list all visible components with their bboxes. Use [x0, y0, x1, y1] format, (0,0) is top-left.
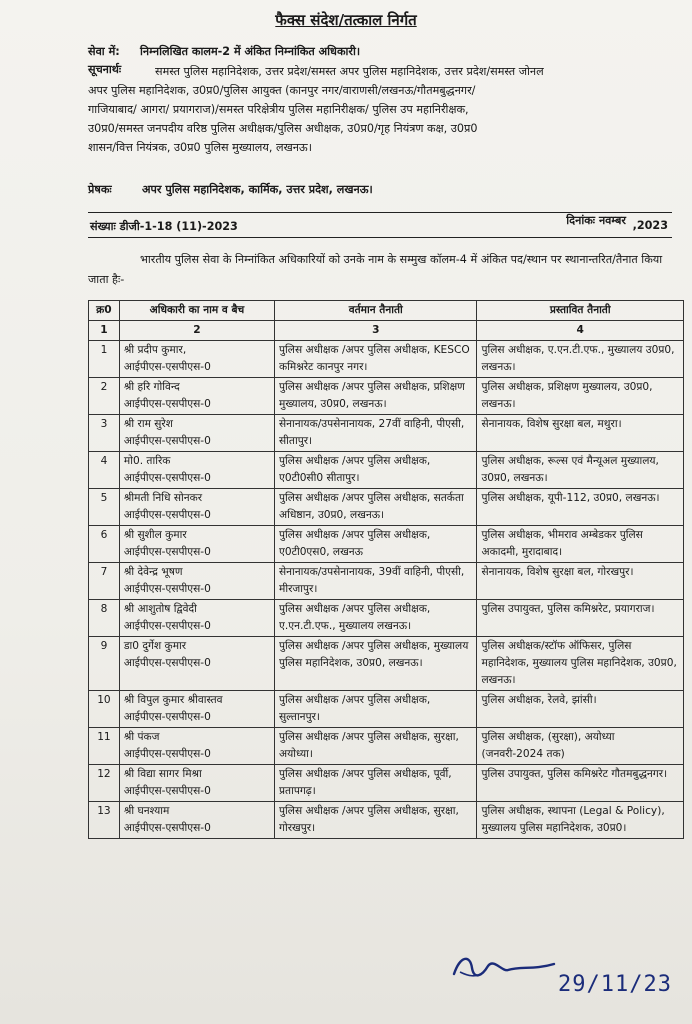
cell-current-text: सेनानायक/उपसेनानायक, 27वीं वाहिनी, पीएसी, सीतापुर।	[279, 418, 465, 447]
seva-text: निम्नलिखित कालम-2 में अंकित निम्नांकित अधिकारी।	[140, 45, 361, 58]
cell-current	[275, 600, 477, 637]
cell-officer-text: आईपीएस-एसपीएस-0	[123, 546, 211, 558]
reference-number: संख्याः डीजी-1-18 (11)-2023	[90, 220, 238, 233]
cell-current	[275, 765, 477, 802]
cell-sn	[89, 452, 120, 489]
cell-proposed-text: पुलिस अधीक्षक, (सुरक्षा), अयोध्या (जनवरी-2024 तक)	[481, 731, 615, 760]
cell-sn	[89, 341, 120, 378]
cell-sn-text: 5	[100, 492, 108, 504]
cell-sn-text: 12	[97, 768, 111, 780]
table-row	[89, 691, 684, 728]
cell-current-text: पुलिस अधीक्षक /अपर पुलिस अधीक्षक, ए.एन.टी.एफ., मुख्यालय लखनऊ।	[279, 603, 431, 632]
cell-officer-text: आईपीएस-एसपीएस-0	[123, 620, 211, 632]
table-header-row	[89, 301, 684, 321]
cell-sn	[89, 489, 120, 526]
table-row	[89, 341, 684, 378]
cell-current	[275, 691, 477, 728]
cell-officer-text: श्री राम सुरेश	[123, 418, 173, 430]
cell-officer	[119, 728, 274, 765]
cell-officer-text: श्री प्रदीप कुमार,	[123, 344, 187, 356]
handwritten-date: 29/11/23	[558, 972, 672, 997]
cell-sn-text: 2	[100, 381, 108, 393]
cell-officer-text: श्री सुशील कुमार	[123, 529, 187, 541]
cell-proposed-text: पुलिस अधीक्षक, भीमराव अम्बेडकर पुलिस अकादमी, मुरादाबाद।	[481, 529, 643, 558]
cell-officer-text: आईपीएस-एसपीएस-0	[123, 435, 211, 447]
cell-officer-text: श्री देवेन्द्र भूषण	[123, 566, 183, 578]
cell-current	[275, 452, 477, 489]
cell-officer-text: आईपीएस-एसपीएस-0	[123, 583, 211, 595]
cell-current	[275, 526, 477, 563]
document-title: फैक्स संदेश/तत्काल निर्गत	[275, 11, 417, 29]
cell-proposed-text: पुलिस अधीक्षक, यूपी-112, उ0प्र0, लखनऊ।	[481, 492, 660, 504]
cell-sn-text: 3	[100, 418, 108, 430]
cell-proposed-text: पुलिस उपायुक्त, पुलिस कमिश्नरेट गौतमबुद्धनगर।	[481, 768, 668, 780]
cell-proposed	[477, 378, 684, 415]
cell-proposed-text: पुलिस अधीक्षक, रूल्स एवं मैन्यूअल मुख्यालय, उ0प्र0, लखनऊ।	[481, 455, 659, 484]
cell-officer-text: आईपीएस-एसपीएस-0	[123, 509, 211, 521]
cell-officer	[119, 378, 274, 415]
preshak-text: अपर पुलिस महानिदेशक, कार्मिक, उत्तर प्रदेश, लखनऊ।	[142, 183, 373, 196]
cell-sn	[89, 765, 120, 802]
cell-officer-text: श्री पंकज	[123, 731, 160, 743]
cell-proposed	[477, 563, 684, 600]
cell-officer-text: आईपीएस-एसपीएस-0	[123, 785, 211, 797]
cell-sn-text: 9	[100, 640, 108, 652]
cell-current-text: पुलिस अधीक्षक /अपर पुलिस अधीक्षक, सतर्कता अधिष्ठान, उ0प्र0, लखनऊ।	[279, 492, 464, 521]
cell-officer	[119, 526, 274, 563]
table-row	[89, 489, 684, 526]
cell-sn	[89, 728, 120, 765]
header-proposed: प्रस्तावित तैनाती	[477, 301, 684, 321]
cell-proposed	[477, 489, 684, 526]
cell-sn	[89, 802, 120, 839]
cell-officer-text: श्री घनश्याम	[123, 805, 170, 817]
col-number: 2	[119, 321, 274, 341]
cell-current-text: पुलिस अधीक्षक /अपर पुलिस अधीक्षक, KESCO कमिश्नरेट कानपुर नगर।	[279, 344, 470, 373]
suchnarth-line: उ0प्र0/समस्त जनपदीय वरिष्ठ पुलिस अधीक्षक/पुलिस अधीक्षक, उ0प्र0/गृह नियंत्रण कक्ष, उ0प्र0	[88, 122, 478, 135]
cell-officer-text: आईपीएस-एसपीएस-0	[123, 822, 211, 834]
cell-current-text: सेनानायक/उपसेनानायक, 39वीं वाहिनी, पीएसी, मीरजापुर।	[279, 566, 465, 595]
cell-officer	[119, 341, 274, 378]
cell-current	[275, 415, 477, 452]
cell-sn-text: 13	[97, 805, 111, 817]
transfer-table	[88, 300, 684, 839]
cell-officer-text: आईपीएस-एसपीएस-0	[123, 472, 211, 484]
table-row	[89, 526, 684, 563]
suchnarth-line: शासन/वित्त नियंत्रक, उ0प्र0 पुलिस मुख्यालय, लखनऊ।	[88, 141, 312, 154]
header-officer: अधिकारी का नाम व बैच	[119, 301, 274, 321]
cell-proposed	[477, 600, 684, 637]
cell-officer	[119, 415, 274, 452]
cell-officer-text: आईपीएस-एसपीएस-0	[123, 361, 211, 373]
cell-sn	[89, 526, 120, 563]
handwritten-signature	[450, 946, 560, 986]
cell-proposed	[477, 802, 684, 839]
cell-proposed	[477, 526, 684, 563]
cell-current-text: पुलिस अधीक्षक /अपर पुलिस अधीक्षक, प्रशिक्षण मुख्यालय, उ0प्र0, लखनऊ।	[279, 381, 465, 410]
intro-paragraph: भारतीय पुलिस सेवा के निम्नांकित अधिकारियों को उनके नाम के सम्मुख कॉलम-4 में अंकित पद/स्थान पर स्थानान्तरित/तैनात किया जाता हैः-	[88, 253, 663, 286]
seva-label: सेवा में:	[88, 45, 120, 58]
suchnarth-line: गाजियाबाद/ आगरा/ प्रयागराज)/समस्त परिक्षेत्रीय पुलिस महानिरीक्षक/ पुलिस उप महानिरीक्षक,	[88, 103, 469, 116]
header-current: वर्तमान तैनाती	[275, 301, 477, 321]
cell-current	[275, 728, 477, 765]
column-number-row	[89, 321, 684, 341]
cell-current	[275, 378, 477, 415]
cell-current	[275, 563, 477, 600]
cell-sn	[89, 691, 120, 728]
cell-officer-text: श्री आशुतोष द्विवेदी	[123, 603, 197, 615]
cell-proposed-text: पुलिस उपायुक्त, पुलिस कमिश्नरेट, प्रयागराज।	[481, 603, 655, 615]
cell-current-text: पुलिस अधीक्षक /अपर पुलिस अधीक्षक, सुरक्षा, गोरखपुर।	[279, 805, 459, 834]
cell-proposed	[477, 637, 684, 691]
cell-sn-text: 1	[100, 344, 108, 356]
cell-current-text: पुलिस अधीक्षक /अपर पुलिस अधीक्षक, पूर्वी, प्रतापगढ़।	[279, 768, 452, 797]
suchnarth-line: समस्त पुलिस महानिदेशक, उत्तर प्रदेश/समस्त अपर पुलिस महानिदेशक, उत्तर प्रदेश/समस्त जोनल	[155, 65, 544, 78]
cell-officer	[119, 452, 274, 489]
cell-sn	[89, 600, 120, 637]
cell-sn	[89, 378, 120, 415]
cell-officer	[119, 691, 274, 728]
table-row	[89, 802, 684, 839]
cell-officer-text: श्री विद्या सागर मिश्रा	[123, 768, 202, 780]
table-row	[89, 378, 684, 415]
cell-current-text: पुलिस अधीक्षक /अपर पुलिस अधीक्षक, मुख्यालय पुलिस महानिदेशक, उ0प्र0, लखनऊ।	[279, 640, 469, 669]
cell-sn-text: 7	[100, 566, 108, 578]
reference-date-label: दिनांकः नवम्बर	[566, 214, 626, 227]
table-row	[89, 452, 684, 489]
cell-current-text: पुलिस अधीक्षक /अपर पुलिस अधीक्षक, सुरक्षा, अयोध्या।	[279, 731, 459, 760]
cell-officer	[119, 802, 274, 839]
table-row	[89, 415, 684, 452]
cell-officer-text: आईपीएस-एसपीएस-0	[123, 657, 211, 669]
header-sn: क्र0	[89, 301, 120, 321]
cell-current	[275, 341, 477, 378]
cell-sn	[89, 415, 120, 452]
table-row	[89, 728, 684, 765]
col-number: 1	[89, 321, 120, 341]
cell-officer-text: आईपीएस-एसपीएस-0	[123, 398, 211, 410]
table-row	[89, 637, 684, 691]
reference-year: ,2023	[632, 219, 668, 232]
cell-current-text: पुलिस अधीक्षक /अपर पुलिस अधीक्षक, ए0टी0एस0, लखनऊ	[279, 529, 431, 558]
cell-proposed	[477, 728, 684, 765]
cell-proposed	[477, 691, 684, 728]
cell-proposed-text: पुलिस अधीक्षक, ए.एन.टी.एफ., मुख्यालय उ0प्र0, लखनऊ।	[481, 344, 675, 373]
reference-bar	[88, 212, 672, 238]
cell-sn	[89, 637, 120, 691]
cell-officer	[119, 600, 274, 637]
cell-current	[275, 489, 477, 526]
preshak-label: प्रेषकः	[88, 183, 112, 196]
cell-officer	[119, 563, 274, 600]
cell-current	[275, 802, 477, 839]
cell-officer-text: आईपीएस-एसपीएस-0	[123, 711, 211, 723]
cell-sn-text: 8	[100, 603, 108, 615]
cell-proposed-text: सेनानायक, विशेष सुरक्षा बल, मथुरा।	[481, 418, 622, 430]
table-row	[89, 765, 684, 802]
cell-proposed	[477, 341, 684, 378]
cell-officer	[119, 765, 274, 802]
cell-officer-text: श्री हरि गोविन्द	[123, 381, 180, 393]
col-number: 4	[477, 321, 684, 341]
cell-sn-text: 4	[100, 455, 108, 467]
cell-officer	[119, 637, 274, 691]
suchnarth-line: अपर पुलिस महानिदेशक, उ0प्र0/पुलिस आयुक्त (कानपुर नगर/वाराणसी/लखनऊ/गौतमबुद्धनगर/	[88, 84, 476, 97]
col-number: 3	[275, 321, 477, 341]
cell-proposed	[477, 765, 684, 802]
cell-proposed-text: पुलिस अधीक्षक, रेलवे, झांसी।	[481, 694, 597, 706]
cell-proposed	[477, 415, 684, 452]
suchnarth-label: सूचनार्थः	[88, 63, 122, 76]
cell-current-text: पुलिस अधीक्षक /अपर पुलिस अधीक्षक, ए0टी0सी0 सीतापुर।	[279, 455, 431, 484]
cell-proposed-text: सेनानायक, विशेष सुरक्षा बल, गोरखपुर।	[481, 566, 634, 578]
cell-current	[275, 637, 477, 691]
cell-sn-text: 10	[97, 694, 111, 706]
cell-proposed-text: पुलिस अधीक्षक, स्थापना (Legal & Policy), मुख्यालय पुलिस महानिदेशक, उ0प्र0।	[481, 805, 665, 834]
cell-officer-text: डा0 दुर्गेश कुमार	[123, 640, 187, 652]
cell-officer-text: श्री विपुल कुमार श्रीवास्तव	[123, 694, 223, 706]
cell-proposed-text: पुलिस अधीक्षक, प्रशिक्षण मुख्यालय, उ0प्र0, लखनऊ।	[481, 381, 653, 410]
cell-sn-text: 6	[100, 529, 108, 541]
cell-officer-text: मो0. तारिक	[123, 455, 171, 467]
cell-officer-text: श्रीमती निधि सोनकर	[123, 492, 203, 504]
cell-sn-text: 11	[97, 731, 111, 743]
cell-sn	[89, 563, 120, 600]
cell-officer	[119, 489, 274, 526]
cell-officer-text: आईपीएस-एसपीएस-0	[123, 748, 211, 760]
table-row	[89, 563, 684, 600]
cell-proposed-text: पुलिस अधीक्षक/स्टॉफ ऑफिसर, पुलिस महानिदेशक, मुख्यालय पुलिस महानिदेशक, उ0प्र0, लखनऊ।	[481, 640, 677, 686]
table-row	[89, 600, 684, 637]
cell-proposed	[477, 452, 684, 489]
cell-current-text: पुलिस अधीक्षक /अपर पुलिस अधीक्षक, सुल्तानपुर।	[279, 694, 431, 723]
